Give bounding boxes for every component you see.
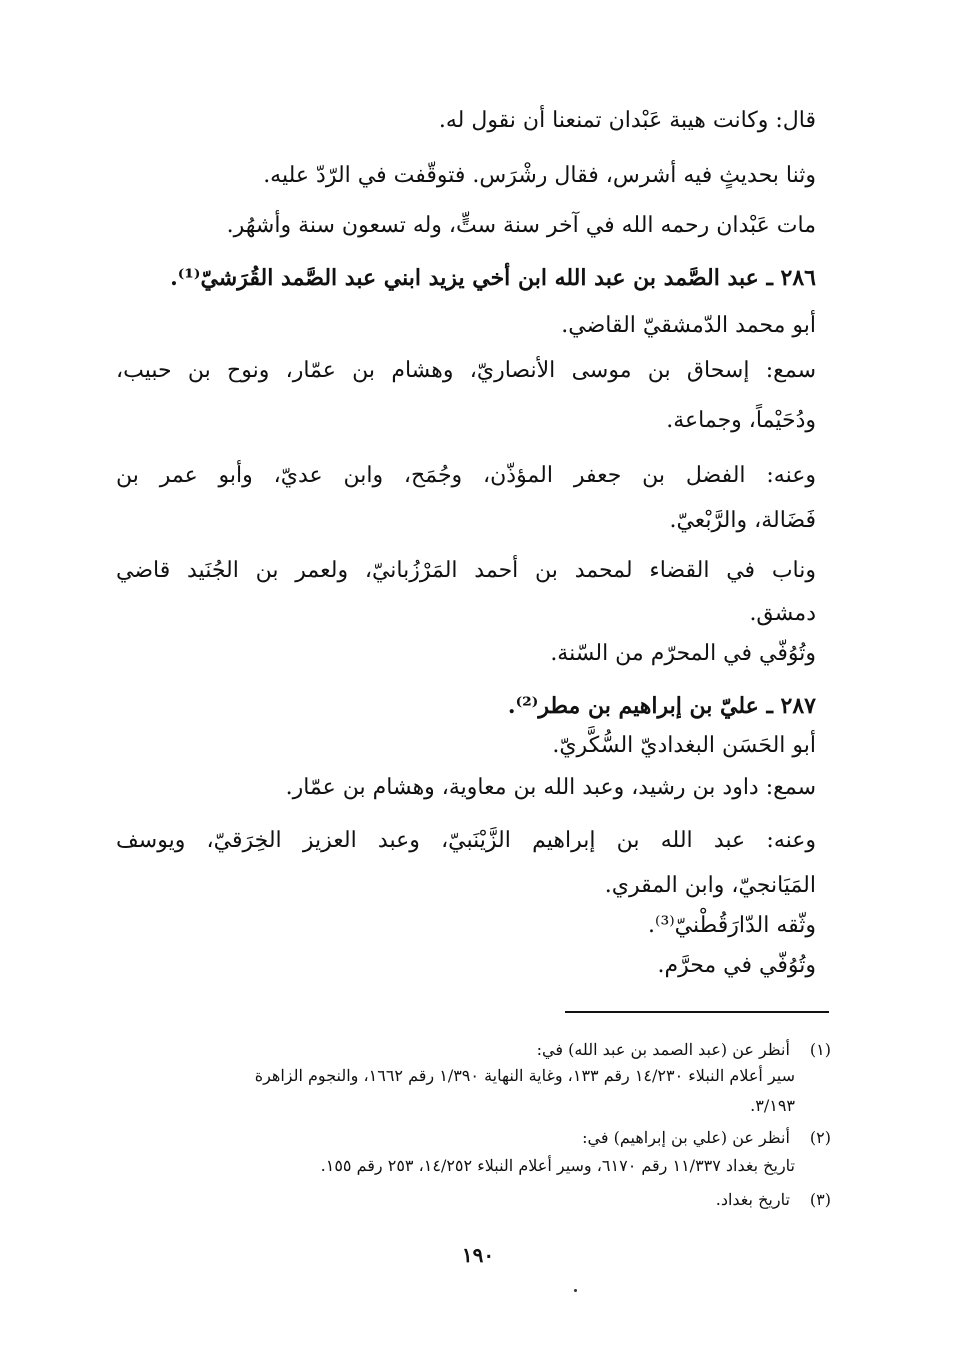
footnote-number: (٢) xyxy=(809,1128,831,1147)
page-number: ١٩٠ xyxy=(461,1243,495,1267)
text-line: وتُوُفّي في محرَّم. xyxy=(657,953,816,978)
footnote-text: سير أعلام النبلاء ١٤/٢٣٠ رقم ١٣٣، وغاية النهاية ١/٣٩٠ رقم ١٦٦٢، والنجوم الزاهرة xyxy=(254,1066,795,1085)
footnote-text: أنظر عن (علي بن إبراهيم) في: xyxy=(582,1128,790,1147)
text-line: وتُوُفّي في المحرّم من السّنة. xyxy=(550,641,816,666)
footnote-line xyxy=(116,1188,831,1212)
footnote-text: أنظر عن (عبد الصمد بن عبد الله) في: xyxy=(536,1040,790,1059)
text-line: وثّقه الدّارَقُطْنيّ⁽³⁾. xyxy=(648,913,816,938)
footnote-line xyxy=(116,1126,831,1150)
text-line: وناب في القضاء لمحمد بن أحمد المَرْزُبانيّ، ولعمر بن الجُنَيد قاضي xyxy=(116,558,816,583)
footnote-line xyxy=(80,1154,795,1178)
footnote-text: تاريخ بغداد ١١/٣٣٧ رقم ٦١٧٠، وسير أعلام النبلاء ١٤/٢٥٢، ٢٥٣ رقم ١٥٥. xyxy=(320,1156,795,1175)
text-line: دمشق. xyxy=(749,601,816,626)
footnote-line xyxy=(115,1064,795,1088)
footnote-line xyxy=(80,1094,795,1118)
footnote-separator xyxy=(565,1011,829,1013)
footnote-number: (١) xyxy=(809,1040,831,1059)
footnote-line xyxy=(116,1038,831,1062)
text-line: فَضَالة، والرَّبْعيّ. xyxy=(669,508,816,533)
text-line: أبو الحَسَن البغداديّ السُّكَّريّ. xyxy=(552,733,816,758)
footnote-number: (٣) xyxy=(809,1190,831,1209)
text-line: وثنا بحديثٍ فيه أشرس، فقال رشْرَس. فتوقّفت في الرّدّ عليه. xyxy=(263,163,816,188)
footnote-text: تاريخ بغداد. xyxy=(715,1190,790,1209)
text-line: وعنه: الفضل بن جعفر المؤذّن، وجُمَح، وابن عديّ، وأبو عمر بن xyxy=(116,463,816,488)
text-line: سمع: داود بن رشيد، وعبد الله بن معاوية، وهشام بن عمّار. xyxy=(285,775,816,800)
entry-heading-287: ٢٨٧ ـ عليّ بن إبراهيم بن مطر⁽²⁾. xyxy=(507,693,816,719)
text-line: مات عَبْدان رحمه الله في آخر سنة ستٍّ، وله تسعون سنة وأشهُر. xyxy=(226,213,816,238)
entry-heading-286: ٢٨٦ ـ عبد الصَّمد بن عبد الله ابن أخي يزيد ابني عبد الصَّمد القُرَشيّ⁽¹⁾. xyxy=(170,265,816,291)
text-line: المَيَانجيّ، وابن المقري. xyxy=(604,873,816,898)
text-line: سمع: إسحاق بن موسى الأنصاريّ، وهشام بن عمّار، ونوح بن حبيب، xyxy=(116,358,816,383)
text-line: أبو محمد الدّمشقيّ القاضي. xyxy=(561,313,816,338)
footnote-text: ٣/١٩٣. xyxy=(750,1096,795,1115)
text-line: وعنه: عبد الله بن إبراهيم الزَّيْنَبيّ، وعبد العزيز الخِرَقيّ، ويوسف xyxy=(116,828,816,853)
text-line: قال: وكانت هيبة عَبْدان تمنعنا أن نقول له. xyxy=(438,108,816,133)
printer-mark xyxy=(574,1289,577,1292)
text-line: ودُحَيْماً، وجماعة. xyxy=(666,408,816,433)
